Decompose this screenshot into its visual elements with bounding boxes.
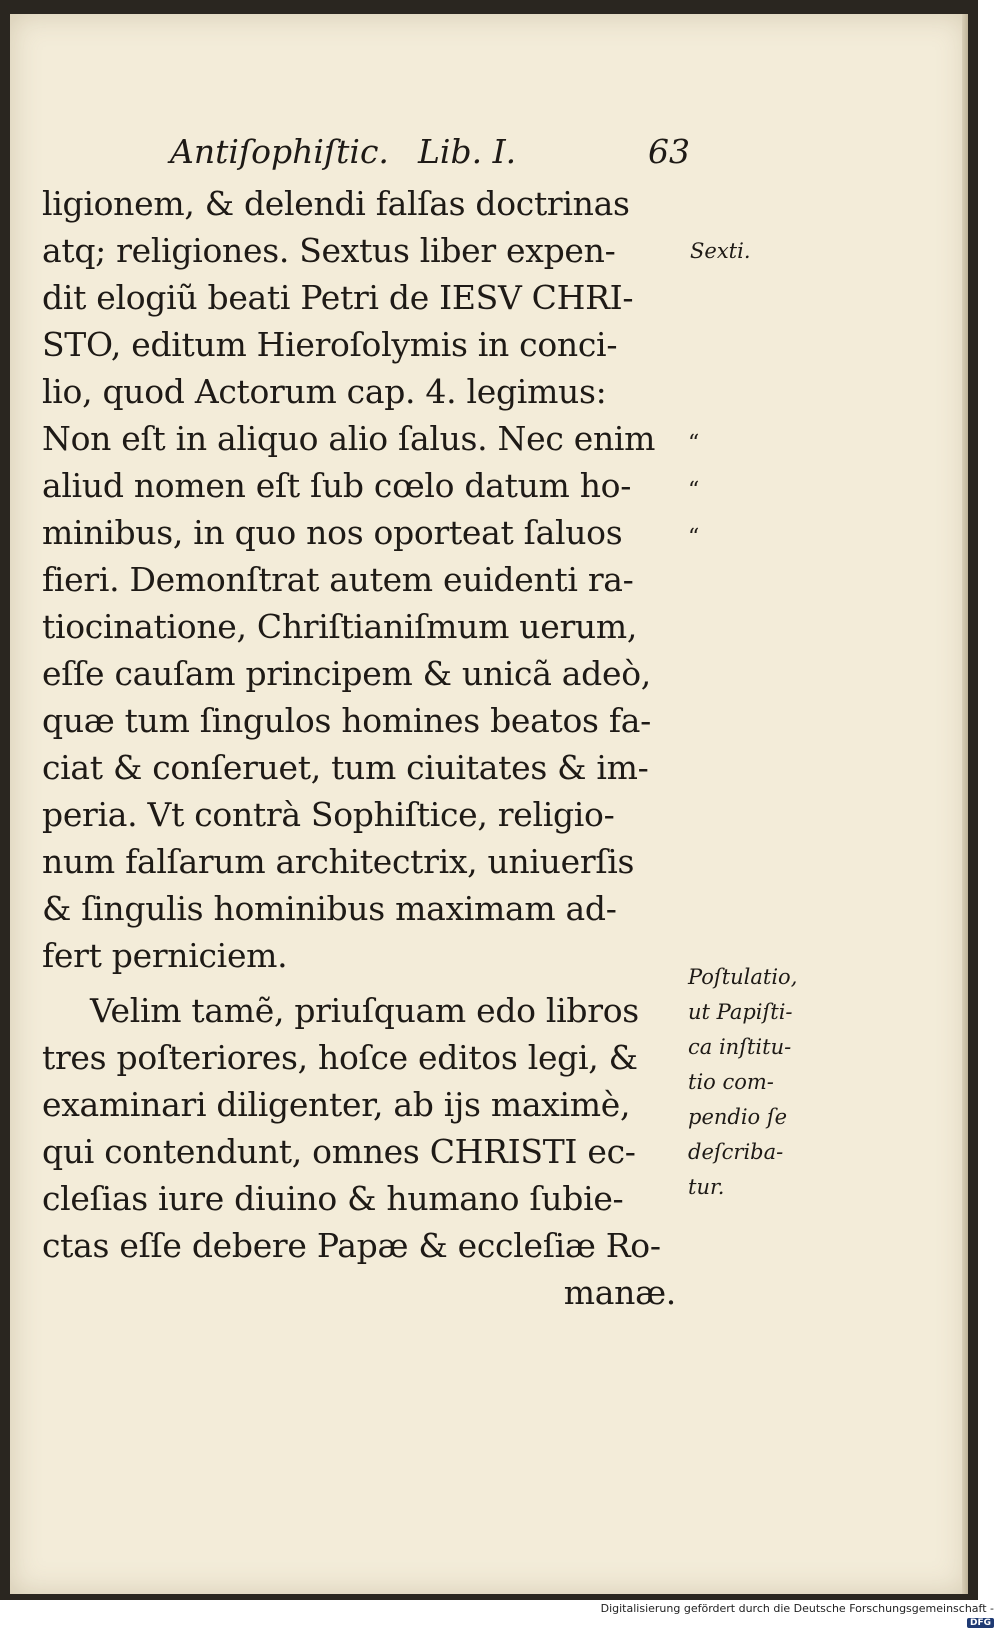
text-line: lio, quod Actorum cap. 4. legimus: <box>42 372 607 411</box>
footer-text: Digitalisierung gefördert durch die Deutsche Forschungsgemeinschaft - <box>600 1602 994 1615</box>
body-text <box>42 180 682 1316</box>
text-line: Velim tamẽ, priuſquam edo libros <box>90 991 639 1030</box>
marginal-note-line: tio com- <box>688 1070 774 1094</box>
running-head-title: Antiſophiſtic. <box>170 132 389 171</box>
text-line: STO, editum Hieroſolymis in conci- <box>42 325 618 364</box>
text-line: dit elogiũ beati Petri de IESV CHRI- <box>42 278 634 317</box>
marginal-note-line: deſcriba- <box>688 1140 784 1164</box>
page-edge <box>962 14 968 1594</box>
text-line: qui contendunt, omnes CHRISTI ec- <box>42 1132 636 1171</box>
marginal-note-line: pendio ſe <box>688 1105 788 1129</box>
marginal-note-line: ca inſtitu- <box>688 1035 792 1059</box>
text-line: tiocinatione, Chriſtianiſmum uerum, <box>42 607 638 646</box>
running-head <box>170 132 690 178</box>
text-line: peria. Vt contrà Sophiſtice, religio- <box>42 795 615 834</box>
text-line: Non eſt in aliquo alio ſalus. Nec enim <box>42 419 656 458</box>
text-line: ctas eſſe debere Papæ & eccleſiæ Ro- <box>42 1226 661 1265</box>
running-head-book: Lib. I. <box>418 132 517 171</box>
text-line: ciat & conſeruet, tum ciuitates & im- <box>42 748 649 787</box>
dfg-logo: DFG <box>967 1618 994 1628</box>
marginal-note-postulatio <box>688 960 808 1205</box>
digitization-footer <box>600 1602 1000 1628</box>
paragraph-gap <box>42 979 682 987</box>
marginal-note-line: ut Papiſti- <box>688 1000 793 1024</box>
text-line: cleſias iure diuino & humano ſubie- <box>42 1179 624 1218</box>
text-line: & ſingulis hominibus maximam ad- <box>42 889 617 928</box>
page-number: 63 <box>648 132 690 171</box>
marginal-note-line: Poſtulatio, <box>688 965 798 989</box>
text-line: num falſarum architectrix, uniuerſis <box>42 842 635 881</box>
quote-mark: “ <box>688 478 700 503</box>
text-line: eſſe cauſam principem & unicã adeò, <box>42 654 651 693</box>
text-line: minibus, in quo nos oporteat ſaluos <box>42 513 623 552</box>
text-line: quæ tum ſingulos homines beatos fa- <box>42 701 652 740</box>
text-line: tres poſteriores, hoſce editos legi, & <box>42 1038 638 1077</box>
text-line: atq; religiones. Sextus liber expen- <box>42 231 616 270</box>
quote-mark: “ <box>688 525 700 550</box>
marginal-note-line: tur. <box>688 1175 725 1199</box>
text-line: aliud nomen eſt ſub cœlo datum ho- <box>42 466 632 505</box>
text-line: fieri. Demonſtrat autem euidenti ra- <box>42 560 634 599</box>
quote-mark: “ <box>688 431 700 456</box>
text-line: ligionem, & delendi falſas doctrinas <box>42 184 630 223</box>
text-line: fert perniciem. <box>42 936 288 975</box>
marginal-note-sexti: Sexti. <box>690 239 751 263</box>
catchword: manæ. <box>563 1273 676 1312</box>
marginal-quote-marks <box>688 420 699 561</box>
text-line: examinari diligenter, ab ijs maximè, <box>42 1085 631 1124</box>
